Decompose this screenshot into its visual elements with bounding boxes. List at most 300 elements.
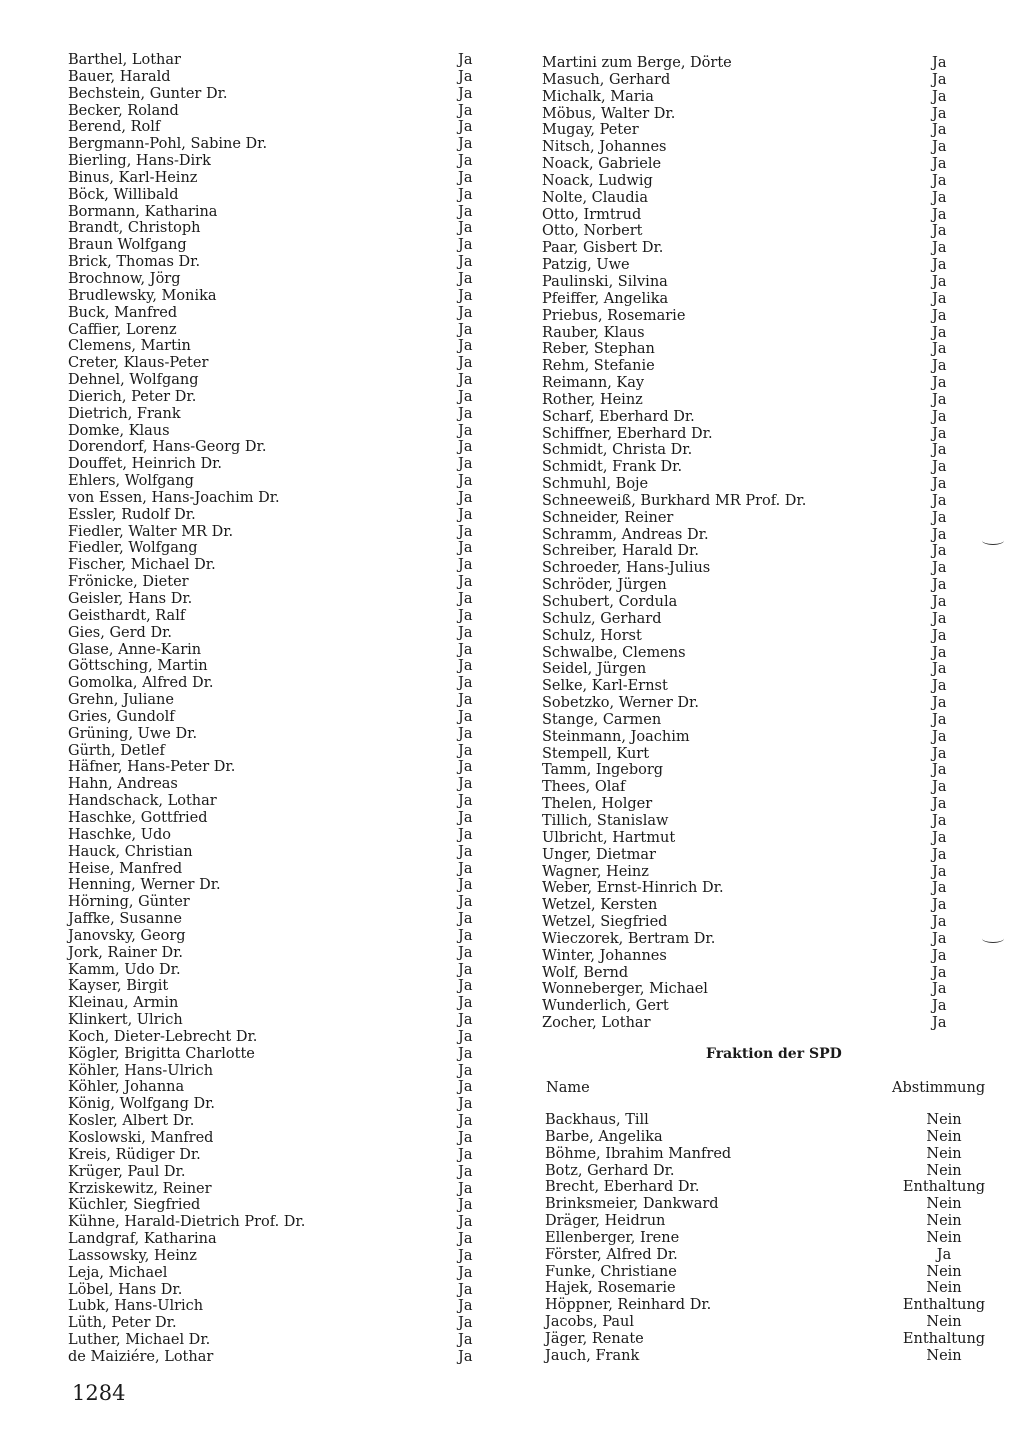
member-name: Hauck, Christian	[68, 843, 193, 860]
list-item	[68, 658, 498, 675]
vote-value: Ja	[458, 860, 473, 877]
member-name: Henning, Werner Dr.	[68, 877, 221, 894]
member-name: Gomolka, Alfred Dr.	[68, 675, 214, 692]
member-name: Dräger, Heidrun	[545, 1213, 666, 1230]
list-item	[68, 759, 498, 776]
vote-value: Ja	[458, 1062, 473, 1079]
member-name: Tamm, Ingeborg	[542, 762, 664, 779]
member-name: Thees, Olaf	[542, 779, 626, 796]
vote-value: Nein	[926, 1112, 962, 1128]
vote-value: Ja	[458, 1315, 473, 1332]
list-item	[542, 493, 992, 510]
member-name: Schramm, Andreas Dr.	[542, 526, 709, 543]
list-item	[68, 170, 498, 187]
vote-value: Ja	[458, 85, 473, 102]
vote-value: Ja	[458, 894, 473, 911]
margin-mark	[982, 934, 1004, 943]
vote-value: Ja	[458, 843, 473, 860]
list-item	[68, 1298, 498, 1315]
member-name: Funke, Christiane	[545, 1263, 677, 1280]
list-item	[545, 1213, 995, 1230]
vote-value: Ja	[932, 71, 947, 88]
list-item	[68, 153, 498, 170]
vote-value: Ja	[458, 456, 473, 473]
vote-value: Ja	[932, 678, 947, 695]
member-name: Gries, Gundolf	[68, 708, 175, 725]
vote-value: Ja	[458, 1197, 473, 1214]
member-name: Brochnow, Jörg	[68, 270, 181, 287]
vote-value: Ja	[458, 641, 473, 658]
vote-value: Ja	[458, 153, 473, 170]
vote-value: Ja	[458, 961, 473, 978]
list-item	[542, 645, 992, 662]
vote-value: Ja	[458, 1045, 473, 1062]
vote-value: Ja	[932, 745, 947, 762]
left-vote-list	[68, 52, 498, 1366]
member-name: Schwalbe, Clemens	[542, 644, 686, 661]
list-item	[68, 911, 498, 928]
vote-value: Ja	[932, 829, 947, 846]
list-item	[68, 692, 498, 709]
vote-value: Ja	[458, 557, 473, 574]
vote-value: Ja	[932, 728, 947, 745]
member-name: von Essen, Hans-Joachim Dr.	[68, 489, 280, 506]
vote-value: Nein	[926, 1128, 962, 1145]
member-name: Barbe, Angelika	[545, 1128, 663, 1145]
list-item	[542, 729, 992, 746]
list-item	[68, 877, 498, 894]
vote-value: Ja	[458, 68, 473, 85]
column-header-vote: Abstimmung	[892, 1080, 986, 1096]
member-name: Nolte, Claudia	[542, 189, 648, 206]
vote-value: Ja	[458, 742, 473, 759]
vote-value: Ja	[458, 793, 473, 810]
vote-value: Nein	[926, 1263, 962, 1280]
vote-value: Ja	[458, 1096, 473, 1113]
member-name: Mugay, Peter	[542, 122, 639, 139]
vote-value: Nein	[926, 1347, 962, 1364]
list-item	[542, 746, 992, 763]
right-vote-list	[542, 55, 992, 1032]
vote-value: Ja	[932, 610, 947, 627]
list-item	[542, 122, 992, 139]
vote-value: Ja	[932, 914, 947, 931]
member-name: Hajek, Rosemarie	[545, 1280, 676, 1297]
list-item	[542, 897, 992, 914]
vote-value: Ja	[458, 826, 473, 843]
member-name: Seidel, Jürgen	[542, 661, 647, 678]
member-name: Förster, Alfred Dr.	[545, 1246, 678, 1263]
vote-value: Ja	[458, 254, 473, 271]
list-item	[68, 1332, 498, 1349]
vote-value: Ja	[458, 759, 473, 776]
list-item	[68, 591, 498, 608]
list-item	[68, 204, 498, 221]
list-item	[68, 473, 498, 490]
vote-value: Ja	[932, 711, 947, 728]
member-name: Haschke, Udo	[68, 826, 172, 843]
vote-value: Ja	[458, 574, 473, 591]
vote-value: Ja	[458, 506, 473, 523]
list-item	[68, 220, 498, 237]
member-name: Glase, Anne-Karin	[68, 641, 202, 658]
vote-value: Ja	[458, 270, 473, 287]
list-item	[68, 423, 498, 440]
list-item	[68, 743, 498, 760]
page-number: 1284	[72, 1381, 126, 1405]
vote-value: Ja	[932, 930, 947, 947]
list-item	[68, 1046, 498, 1063]
vote-value: Ja	[932, 543, 947, 560]
vote-value: Ja	[458, 591, 473, 607]
list-item	[542, 106, 992, 123]
member-name: Böhme, Ibrahim Manfred	[545, 1145, 732, 1162]
vote-value: Ja	[932, 762, 947, 779]
vote-value: Ja	[458, 203, 473, 220]
member-name: Schreiber, Harald Dr.	[542, 543, 699, 560]
member-name: Becker, Roland	[68, 102, 179, 119]
list-item	[68, 675, 498, 692]
member-name: Wonneberger, Michael	[542, 981, 708, 998]
vote-value: Ja	[458, 1348, 473, 1365]
list-item	[68, 608, 498, 625]
member-name: Reber, Stephan	[542, 341, 655, 358]
list-item	[68, 1113, 498, 1130]
vote-value: Ja	[932, 846, 947, 863]
vote-value: Ja	[458, 338, 473, 355]
member-name: Böck, Willibald	[68, 186, 179, 203]
member-name: Fischer, Michael Dr.	[68, 557, 216, 574]
list-item	[68, 894, 498, 911]
member-name: Schroeder, Hans-Julius	[542, 560, 711, 577]
member-name: Häfner, Hans-Peter Dr.	[68, 759, 236, 776]
list-item	[542, 914, 992, 931]
list-item	[68, 338, 498, 355]
member-name: Schulz, Gerhard	[542, 610, 662, 627]
list-item	[68, 642, 498, 659]
vote-value: Ja	[932, 526, 947, 543]
list-item	[68, 1079, 498, 1096]
vote-value: Ja	[932, 55, 947, 71]
vote-value: Ja	[932, 122, 947, 139]
member-name: Löbel, Hans Dr.	[68, 1281, 183, 1298]
list-item	[68, 1096, 498, 1113]
list-item	[542, 89, 992, 106]
list-item	[68, 1130, 498, 1147]
member-name: Douffet, Heinrich Dr.	[68, 456, 223, 473]
vote-value: Ja	[932, 964, 947, 981]
vote-value: Ja	[932, 644, 947, 661]
member-name: Tillich, Stanislaw	[542, 812, 669, 829]
member-name: Hahn, Andreas	[68, 776, 178, 793]
list-item	[542, 830, 992, 847]
vote-value: Ja	[458, 1079, 473, 1096]
member-name: Krüger, Paul Dr.	[68, 1163, 186, 1180]
member-name: Jork, Rainer Dr.	[68, 944, 184, 961]
list-item	[68, 237, 498, 254]
vote-value: Ja	[458, 489, 473, 506]
member-name: Weber, Ernst-Hinrich Dr.	[542, 880, 724, 897]
list-item	[542, 139, 992, 156]
list-item	[68, 1063, 498, 1080]
vote-value: Ja	[932, 880, 947, 897]
member-name: Dietrich, Frank	[68, 405, 181, 422]
vote-value: Ja	[932, 459, 947, 476]
vote-value: Ja	[932, 998, 947, 1015]
list-item	[542, 190, 992, 207]
member-name: Domke, Klaus	[68, 422, 170, 439]
member-name: Koch, Dieter-Lebrecht Dr.	[68, 1028, 258, 1045]
vote-value: Ja	[932, 290, 947, 307]
member-name: Kögler, Brigitta Charlotte	[68, 1045, 255, 1062]
member-name: Hörning, Günter	[68, 894, 190, 911]
member-name: Winter, Johannes	[542, 947, 667, 964]
vote-value: Ja	[932, 442, 947, 459]
vote-value: Ja	[932, 779, 947, 796]
vote-value: Ja	[932, 661, 947, 678]
member-name: Brudlewsky, Monika	[68, 287, 217, 304]
vote-value: Ja	[932, 560, 947, 577]
member-name: Bergmann-Pohl, Sabine Dr.	[68, 136, 268, 153]
member-name: Jauch, Frank	[545, 1347, 640, 1364]
member-name: Kreis, Rüdiger Dr.	[68, 1146, 201, 1163]
list-item	[542, 459, 992, 476]
list-item	[542, 678, 992, 695]
list-item	[542, 712, 992, 729]
vote-value: Ja	[458, 405, 473, 422]
list-item	[68, 355, 498, 372]
vote-value: Ja	[458, 1332, 473, 1349]
list-item	[68, 861, 498, 878]
vote-value: Ja	[458, 1247, 473, 1264]
vote-value: Ja	[932, 375, 947, 392]
member-name: Bormann, Katharina	[68, 203, 218, 220]
list-item	[542, 981, 992, 998]
list-item	[545, 1146, 995, 1163]
member-name: Patzig, Uwe	[542, 257, 630, 274]
member-name: Brecht, Eberhard Dr.	[545, 1179, 700, 1196]
member-name: Heise, Manfred	[68, 860, 183, 877]
vote-value: Ja	[932, 223, 947, 240]
member-name: Kosler, Albert Dr.	[68, 1113, 195, 1130]
list-item	[68, 557, 498, 574]
member-name: Unger, Dietmar	[542, 846, 656, 863]
list-item	[542, 476, 992, 493]
list-item	[68, 254, 498, 271]
vote-value: Nein	[926, 1213, 962, 1230]
vote-value: Nein	[926, 1162, 962, 1179]
vote-value: Ja	[932, 812, 947, 829]
member-name: Grehn, Juliane	[68, 692, 174, 709]
list-item	[68, 187, 498, 204]
vote-value: Ja	[932, 627, 947, 644]
list-item	[542, 594, 992, 611]
vote-value: Ja	[932, 476, 947, 493]
vote-value: Ja	[458, 540, 473, 557]
member-name: Martini zum Berge, Dörte	[542, 55, 732, 71]
list-item	[68, 1349, 498, 1366]
vote-value: Ja	[458, 1146, 473, 1163]
member-name: Scharf, Eberhard Dr.	[542, 408, 695, 425]
vote-value: Ja	[932, 172, 947, 189]
vote-value: Ja	[458, 136, 473, 153]
member-name: König, Wolfgang Dr.	[68, 1096, 216, 1113]
vote-value: Enthaltung	[902, 1179, 986, 1196]
vote-value: Ja	[932, 206, 947, 223]
vote-value: Ja	[458, 927, 473, 944]
list-item	[68, 1029, 498, 1046]
member-name: Caffier, Lorenz	[68, 321, 177, 338]
list-item	[68, 776, 498, 793]
list-item	[542, 796, 992, 813]
vote-value: Ja	[932, 105, 947, 122]
list-item	[545, 1163, 995, 1180]
list-item	[68, 928, 498, 945]
member-name: Geisthardt, Ralf	[68, 607, 186, 624]
list-item	[68, 962, 498, 979]
list-item	[542, 998, 992, 1015]
list-item	[68, 574, 498, 591]
member-name: Bierling, Hans-Dirk	[68, 153, 211, 170]
list-item	[68, 1164, 498, 1181]
list-item	[542, 864, 992, 881]
member-name: Stempell, Kurt	[542, 745, 650, 762]
vote-value: Ja	[932, 240, 947, 257]
vote-value: Ja	[932, 324, 947, 341]
list-item	[68, 1214, 498, 1231]
member-name: Höppner, Reinhard Dr.	[545, 1297, 712, 1314]
member-name: Binus, Karl-Heinz	[68, 169, 198, 186]
vote-value: Ja	[932, 408, 947, 425]
vote-value: Ja	[458, 321, 473, 338]
member-name: Schmidt, Christa Dr.	[542, 442, 693, 459]
list-item	[545, 1264, 995, 1281]
vote-value: Ja	[458, 1012, 473, 1029]
vote-value: Ja	[458, 1163, 473, 1180]
member-name: Dorendorf, Hans-Georg Dr.	[68, 439, 267, 456]
list-item	[68, 540, 498, 557]
vote-value: Ja	[932, 947, 947, 964]
vote-value: Ja	[932, 156, 947, 173]
vote-value: Ja	[458, 809, 473, 826]
list-item	[68, 103, 498, 120]
list-item	[542, 813, 992, 830]
list-item	[68, 810, 498, 827]
list-item	[68, 372, 498, 389]
vote-value: Ja	[458, 473, 473, 490]
list-item	[542, 577, 992, 594]
vote-value: Ja	[458, 1264, 473, 1281]
vote-value: Ja	[932, 594, 947, 610]
vote-value: Ja	[458, 220, 473, 237]
vote-value: Ja	[458, 1113, 473, 1130]
list-item	[68, 288, 498, 305]
list-item	[545, 1297, 995, 1314]
vote-value: Ja	[458, 169, 473, 186]
list-item	[68, 1282, 498, 1299]
vote-value: Ja	[458, 1298, 473, 1315]
list-item	[542, 325, 992, 342]
vote-value: Nein	[926, 1314, 962, 1331]
member-name: Fiedler, Walter MR Dr.	[68, 523, 234, 540]
vote-value: Ja	[932, 981, 947, 998]
list-item	[68, 439, 498, 456]
list-item	[542, 55, 992, 72]
vote-value: Ja	[932, 492, 947, 509]
list-item	[68, 389, 498, 406]
member-name: Brandt, Christoph	[68, 220, 201, 237]
list-item	[545, 1280, 995, 1297]
member-name: Kleinau, Armin	[68, 995, 179, 1012]
vote-value: Ja	[458, 1028, 473, 1045]
member-name: Thelen, Holger	[542, 796, 653, 813]
spd-vote-list	[545, 1112, 995, 1365]
member-name: Wieczorek, Bertram Dr.	[542, 930, 716, 947]
member-name: Wetzel, Siegfried	[542, 914, 668, 931]
member-name: Schneeweiß, Burkhard MR Prof. Dr.	[542, 492, 807, 509]
list-item	[542, 628, 992, 645]
list-item	[542, 965, 992, 982]
list-item	[68, 844, 498, 861]
list-item	[68, 726, 498, 743]
vote-value: Ja	[932, 1015, 947, 1032]
vote-value: Ja	[458, 877, 473, 894]
vote-value: Ja	[458, 624, 473, 641]
list-item	[68, 1197, 498, 1214]
list-item	[545, 1247, 995, 1264]
vote-value: Ja	[458, 1231, 473, 1248]
list-item	[68, 1231, 498, 1248]
list-item	[545, 1348, 995, 1365]
vote-value: Ja	[932, 358, 947, 375]
member-name: Möbus, Walter Dr.	[542, 105, 676, 122]
member-name: Stange, Carmen	[542, 711, 662, 728]
list-item	[68, 305, 498, 322]
member-name: Paulinski, Silvina	[542, 273, 668, 290]
list-item	[542, 392, 992, 409]
member-name: Schneider, Reiner	[542, 509, 674, 526]
list-item	[545, 1129, 995, 1146]
member-name: de Maiziére, Lothar	[68, 1348, 214, 1365]
member-name: Koslowski, Manfred	[68, 1130, 214, 1146]
list-item	[542, 207, 992, 224]
vote-value: Ja	[932, 577, 947, 594]
member-name: Clemens, Martin	[68, 338, 191, 355]
list-item	[545, 1230, 995, 1247]
list-item	[68, 490, 498, 507]
member-name: Gies, Gerd Dr.	[68, 624, 173, 641]
vote-value: Ja	[458, 102, 473, 119]
vote-value: Ja	[932, 189, 947, 206]
list-item	[542, 695, 992, 712]
list-item	[68, 1147, 498, 1164]
member-name: Priebus, Rosemarie	[542, 307, 686, 324]
vote-value: Ja	[458, 439, 473, 456]
list-item	[542, 409, 992, 426]
list-item	[545, 1314, 995, 1331]
vote-value: Ja	[458, 355, 473, 372]
list-item	[68, 709, 498, 726]
list-item	[542, 72, 992, 89]
list-item	[542, 1015, 992, 1032]
vote-value: Ja	[458, 237, 473, 254]
member-name: Brinksmeier, Dankward	[545, 1196, 719, 1213]
member-name: Schiffner, Eberhard Dr.	[542, 425, 713, 442]
vote-value: Ja	[932, 509, 947, 526]
vote-value: Ja	[458, 523, 473, 540]
member-name: Zocher, Lothar	[542, 1015, 651, 1032]
member-name: Kayser, Birgit	[68, 978, 169, 995]
